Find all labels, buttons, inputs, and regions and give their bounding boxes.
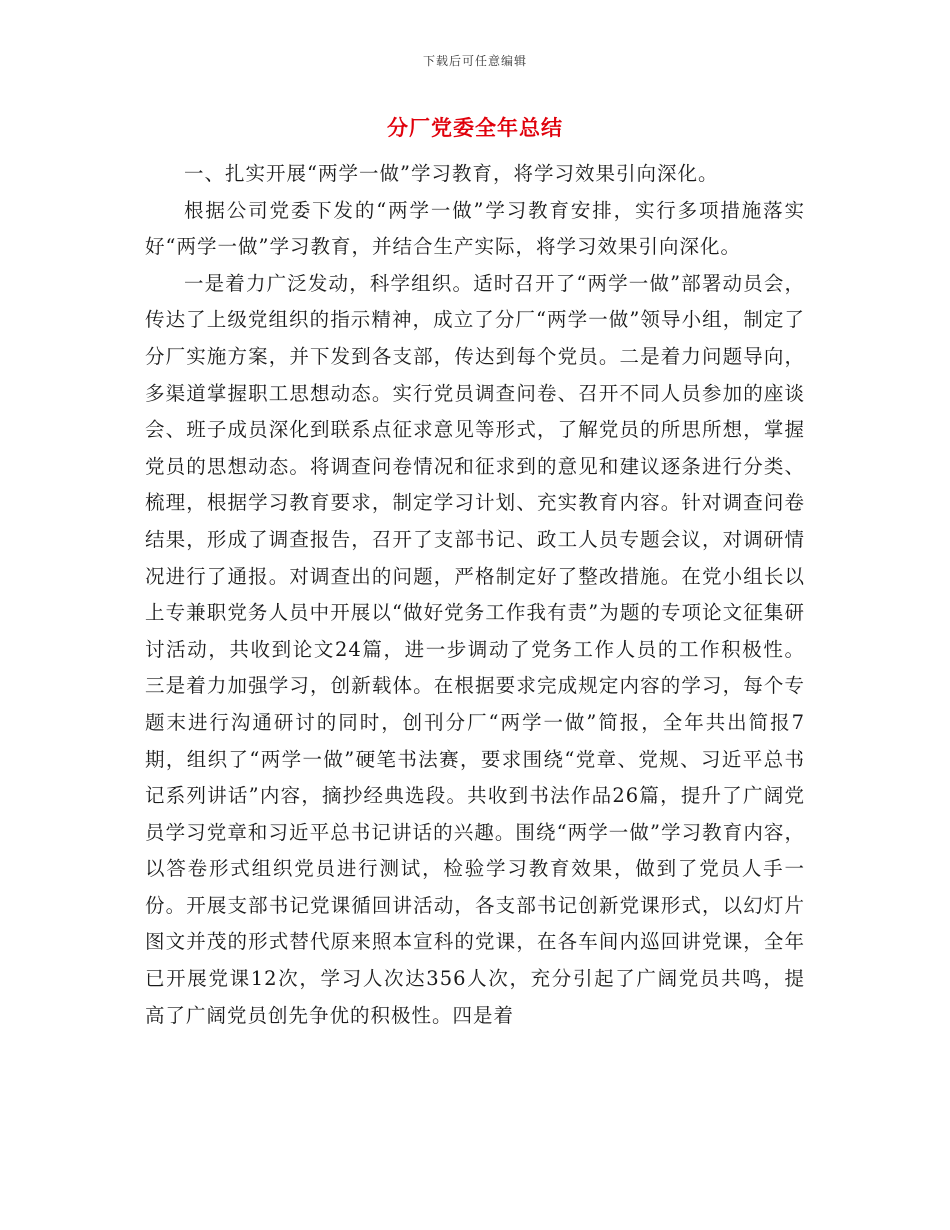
page-header-note: 下载后可任意编辑 [422, 54, 527, 68]
measures-paragraph: 一是着力广泛发动，科学组织。适时召开了“两学一做”部署动员会，传达了上级党组织的指示精神，成立了分厂“两学一做”领导小组，制定了分厂实施方案，并下发到各支部，传达到每个党员。二是着力问题导向，多渠道掌握职工思想动态。实行党员调查问卷、召开不同人员参加的座谈会、班子成员深化到联系点征求意见等形式，了解党员的所思所想，掌握党员的思想动态。将调查问卷情况和征求到的意见和建议逐条进行分类、梳理，根据学习教育要求，制定学习计划、充实教育内容。针对调查问卷结果，形成了调查报告，召开了支部书记、政工人员专题会议，对调研情况进行了通报。对调查出的问题，严格制定好了整改措施。在党小组长以上专兼职党务人员中开展以“做好党务工作我有责”为题的专项论文征集研讨活动，共收到论文24篇，进一步调动了党务工作人员的工作积极性。三是着力加强学习，创新载体。在根据要求完成规定内容的学习，每个专题末进行沟通研讨的同时，创刊分厂“两学一做”简报，全年共出简报7期，组织了“两学一做”硬笔书法赛，要求围绕“党章、党规、习近平总书记系列讲话”内容，摘抄经典选段。共收到书法作品26篇，提升了广阔党员学习党章和习近平总书记讲话的兴趣。围绕“两学一做”学习教育内容，以答卷形式组织党员进行测试，检验学习教育效果，做到了党员人手一份。开展支部书记党课循回讲活动，各支部书记创新党课形式，以幻灯片图文并茂的形式替代原来照本宣科的党课，在各车间内巡回讲党课，全年已开展党课12次，学习人次达356人次，充分引起了广阔党员共鸣，提高了广阔党员创先争优的积极性。四是着 [145, 271, 805, 1027]
intro-paragraph: 根据公司党委下发的“两学一做”学习教育安排，实行多项措施落实好“两学一做”学习教育，并结合生产实际，将学习效果引向深化。 [145, 198, 805, 259]
section-heading-paragraph: 一、扎实开展“两学一做”学习教育，将学习效果引向深化。 [184, 162, 719, 185]
document-body [145, 156, 805, 1034]
document-title: 分厂党委全年总结 [387, 116, 563, 140]
